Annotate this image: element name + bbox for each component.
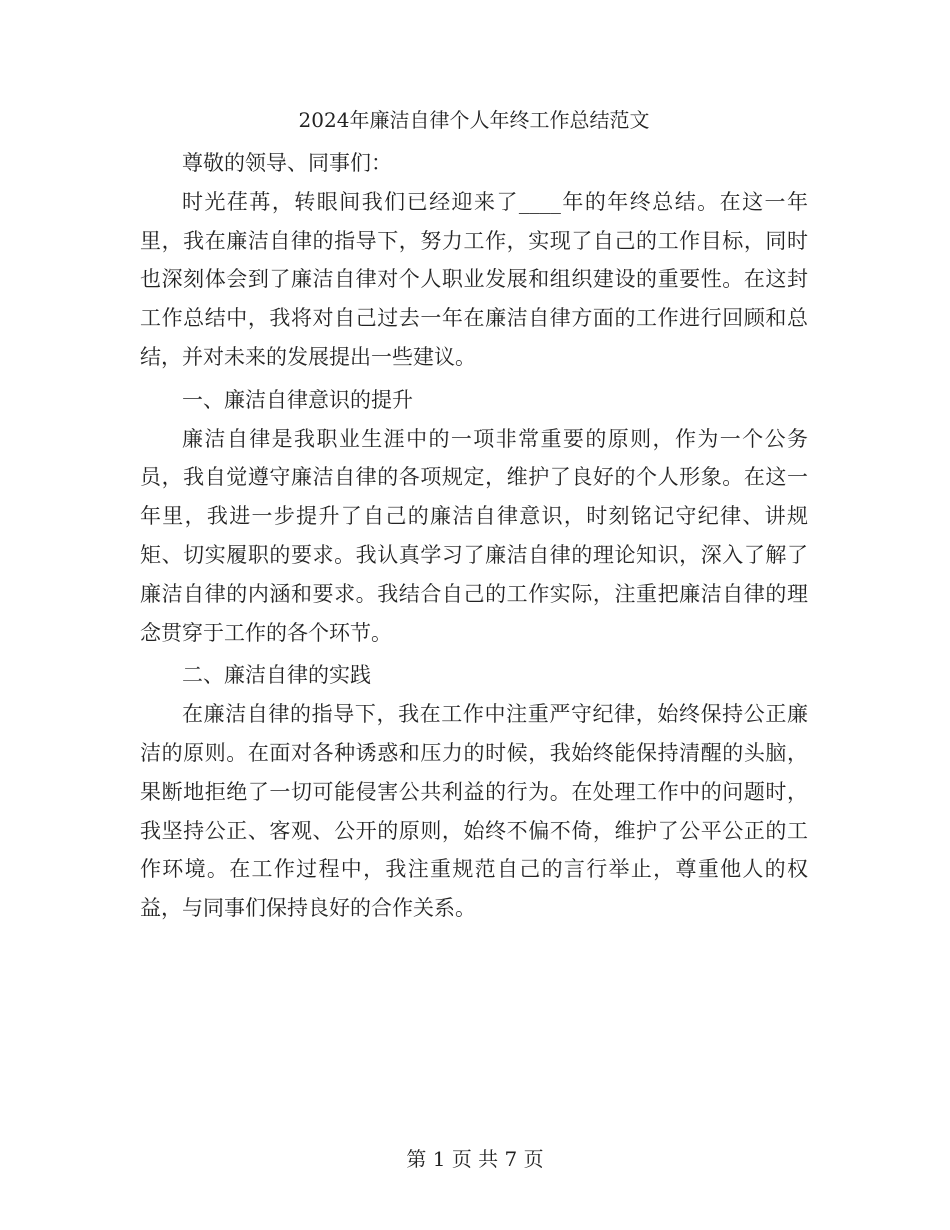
section-2-paragraph: 在廉洁自律的指导下，我在工作中注重严守纪律，始终保持公正廉洁的原则。在面对各种诱惑和压力的时候，我始终能保持清醒的头脑，果断地拒绝了一切可能侵害公共利益的行为。在处理工作中的问题时，我坚持公正、客观、公开的原则，始终不偏不倚，维护了公平公正的工作环境。在工作过程中，我注重规范自己的言行举止，尊重他人的权益，与同事们保持良好的合作关系。 xyxy=(140,702,808,921)
document-title: 2024年廉洁自律个人年终工作总结范文 xyxy=(298,108,650,132)
greeting-line: 尊敬的领导、同事们： xyxy=(182,151,392,175)
section-1-heading: 一、廉洁自律意识的提升 xyxy=(182,387,413,412)
section-1-paragraph: 廉洁自律是我职业生涯中的一项非常重要的原则，作为一个公务员，我自觉遵守廉洁自律的各项规定，维护了良好的个人形象。在这一年里，我进一步提升了自己的廉洁自律意识，时刻铭记守纪律、讲规矩、切实履职的要求。我认真学习了廉洁自律的理论知识，深入了解了廉洁自律的内涵和要求。我结合自己的工作实际，注重把廉洁自律的理念贯穿于工作的各个环节。 xyxy=(140,426,808,645)
document-content xyxy=(140,102,808,928)
intro-paragraph: 时光荏苒，转眼间我们已经迎来了____年的年终总结。在这一年里，我在廉洁自律的指导下，努力工作，实现了自己的工作目标，同时也深刻体会到了廉洁自律对个人职业发展和组织建设的重要性。在这封工作总结中，我将对自己过去一年在廉洁自律方面的工作进行回顾和总结，并对未来的发展提出一些建议。 xyxy=(140,189,808,369)
page-number-footer: 第 1 页 共 7 页 xyxy=(406,1147,544,1171)
section-2-heading: 二、廉洁自律的实践 xyxy=(182,663,371,688)
